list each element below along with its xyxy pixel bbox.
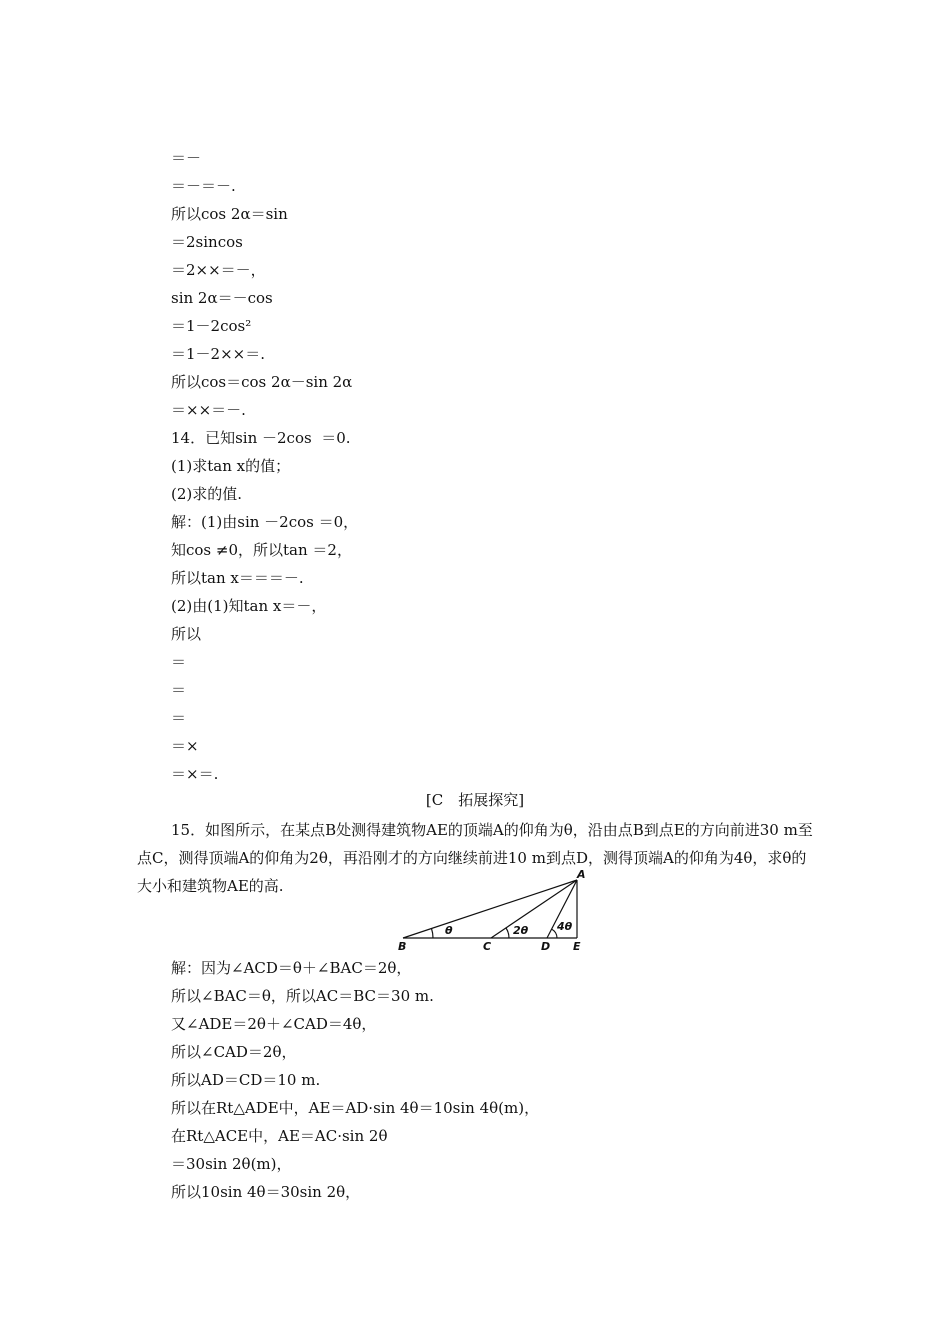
- section-heading: [C 拓展探究]: [425, 791, 525, 809]
- text-line: 所以10sin 4θ＝30sin 2θ，: [171, 1183, 361, 1201]
- text-line: 所以cos＝cos 2α－sin 2α: [171, 373, 353, 391]
- problem-14-statement: 14．已知sin －2cos ＝0.: [171, 429, 351, 447]
- label-e: E: [573, 940, 581, 953]
- text-line: 所以tan x＝＝＝－.: [171, 569, 304, 587]
- text-line: 所以∠BAC＝θ，所以AC＝BC＝30 m.: [171, 987, 434, 1005]
- text-line: 解：因为∠ACD＝θ＋∠BAC＝2θ，: [171, 959, 412, 977]
- text-line: 又∠ADE＝2θ＋∠CAD＝4θ，: [171, 1015, 377, 1033]
- text-line: 知cos ≠0，所以tan ＝2，: [171, 541, 352, 559]
- text-line: ＝2××＝－，: [171, 261, 266, 279]
- text-line: ＝××＝－.: [171, 401, 246, 419]
- text-line: 所以cos 2α＝sin: [171, 205, 288, 223]
- text-line: (1)求tan x的值；: [171, 457, 291, 475]
- text-line: 所以在Rt△ADE中，AE＝AD·sin 4θ＝10sin 4θ(m)，: [171, 1099, 540, 1117]
- text-line: 在Rt△ACE中，AE＝AC·sin 2θ: [171, 1127, 388, 1145]
- text-line: ＝30sin 2θ(m)，: [171, 1155, 292, 1173]
- text-line: 解：(1)由sin －2cos ＝0，: [171, 513, 359, 531]
- text-line: ＝1－2cos²: [171, 317, 252, 335]
- angle-label-4theta: 4θ: [557, 920, 573, 933]
- text-line: 所以∠CAD＝2θ，: [171, 1043, 297, 1061]
- text-line: ＝: [171, 709, 187, 727]
- label-a: A: [577, 868, 586, 881]
- text-line: (2)求的值.: [171, 485, 243, 503]
- text-line: ＝－＝－.: [171, 177, 236, 195]
- label-b: B: [398, 940, 407, 953]
- triangle-figure: [395, 868, 590, 956]
- label-c: C: [483, 940, 492, 953]
- text-line: ＝×: [171, 737, 199, 755]
- label-d: D: [541, 940, 551, 953]
- angle-label-2theta: 2θ: [513, 924, 529, 937]
- text-line: ＝: [171, 681, 187, 699]
- text-line: ＝: [171, 653, 187, 671]
- problem-15-statement: 15．如图所示，在某点B处测得建筑物AE的顶端A的仰角为θ，沿由点B到点E的方向前进30 m至点C，测得顶端A的仰角为2θ，再沿刚才的方向继续前进10 m到点D，测得顶端A的仰角为4θ，求θ的大小和建筑物AE的高.: [137, 821, 813, 895]
- angle-arc-b: [432, 929, 434, 938]
- text-line: 所以AD＝CD＝10 m.: [171, 1071, 321, 1089]
- text-line: 所以: [171, 625, 202, 643]
- text-line: ＝2sincos: [171, 233, 243, 251]
- text-line: ＝×＝.: [171, 765, 219, 783]
- angle-label-theta: θ: [445, 924, 453, 937]
- angle-arc-c: [506, 928, 509, 938]
- text-line: ＝1－2××＝.: [171, 345, 265, 363]
- text-line: (2)由(1)知tan x＝－，: [171, 597, 327, 615]
- text-line: ＝－: [171, 149, 202, 167]
- text-line: sin 2α＝－cos: [171, 289, 273, 307]
